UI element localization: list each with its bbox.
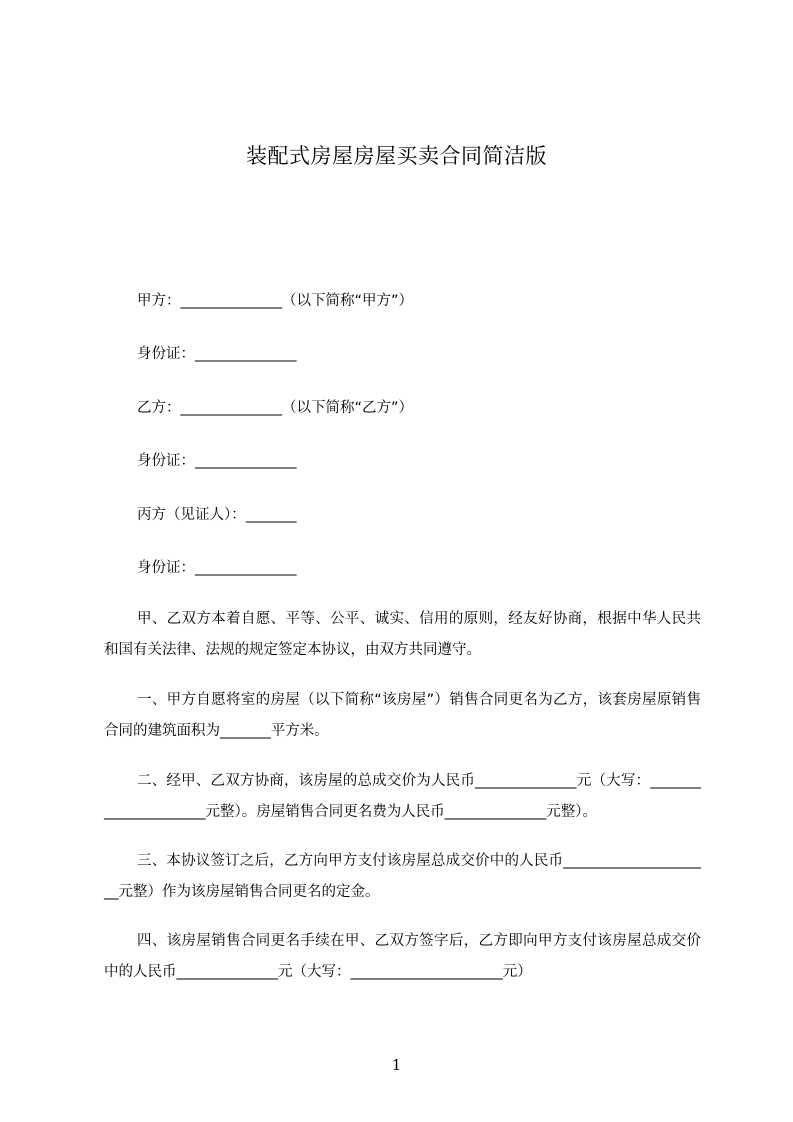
party-a-id-line: 身份证：______________ [137, 346, 297, 362]
document-title: 装配式房屋房屋买卖合同简洁版 [246, 144, 547, 168]
clause-2-paragraph: 二、经甲、乙双方协商，该房屋的总成交价为人民币______________元（大写：_____________________元整）。房屋销售合同更名费为人民币______________元整）。 [104, 773, 701, 820]
clause-1-paragraph: 一、甲方自愿将室的房屋（以下简称“该房屋”）销售合同更名为乙方，该套房屋原销售合同的建筑面积为_______平方米。 [104, 692, 701, 739]
party-a-line: 甲方：______________（以下简称“甲方”） [137, 293, 414, 309]
intro-paragraph: 甲、乙双方本着自愿、平等、公平、诚实、信用的原则，经友好协商，根据中华人民共和国有关法律、法规的规定签定本协议，由双方共同遵守。 [104, 611, 701, 658]
clause-4-paragraph: 四、该房屋销售合同更名手续在甲、乙双方签字后，乙方即向甲方支付该房屋总成交价中的人民币______________元（大写：_____________________元） [104, 933, 701, 980]
party-c-id-line: 身份证：______________ [137, 560, 297, 576]
clause-3-paragraph: 三、本协议签订之后，乙方向甲方支付该房屋总成交价中的人民币_____________________元整）作为该房屋销售合同更名的定金。 [104, 853, 701, 900]
party-b-line: 乙方：______________（以下简称“乙方”） [137, 400, 414, 416]
party-b-id-line: 身份证：______________ [137, 453, 297, 469]
party-c-witness-line: 丙方（见证人）：_______ [137, 507, 297, 523]
page-number: 1 [391, 1056, 402, 1074]
